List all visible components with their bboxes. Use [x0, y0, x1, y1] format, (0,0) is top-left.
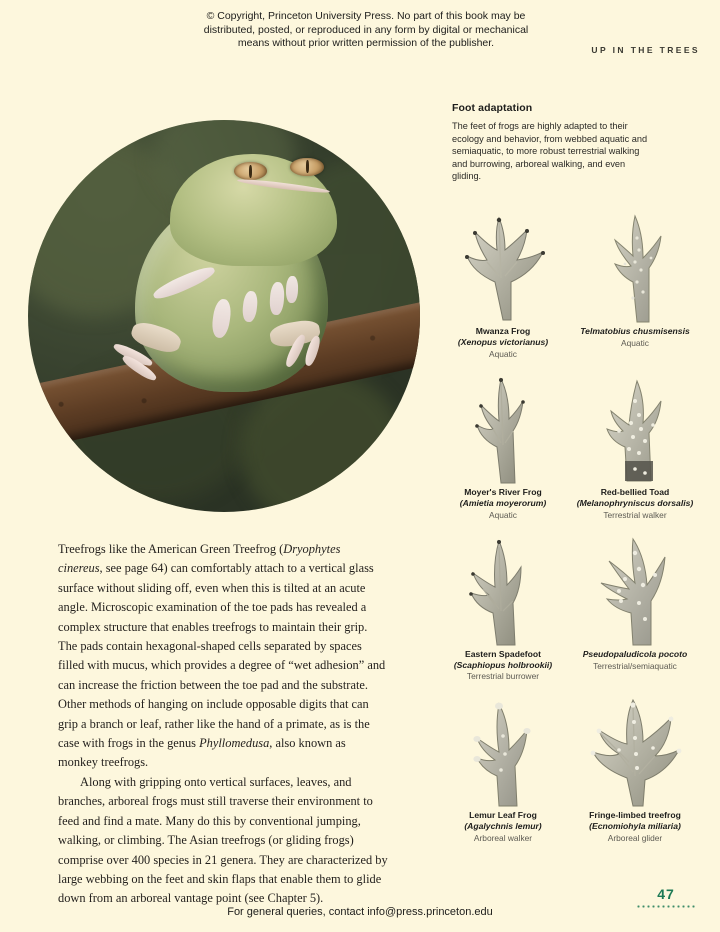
flank-marking — [210, 298, 233, 339]
foot-figure — [440, 535, 566, 682]
frog-eye-left — [234, 162, 267, 180]
foot-figure — [440, 373, 566, 520]
foot-figure — [572, 535, 698, 682]
foot-figure — [572, 696, 698, 843]
foot-caption — [583, 649, 688, 672]
ecology-label: Aquatic — [489, 509, 517, 520]
running-head: UP IN THE TREES — [591, 45, 700, 55]
foot-adaptation-sidebar — [452, 102, 648, 183]
scientific-name: (Scaphiopus holbrookii) — [453, 659, 553, 670]
para1-part-c: , also known as monkey treefrogs. — [58, 736, 346, 770]
common-name: Moyer's River Frog — [464, 487, 542, 498]
foot-caption — [454, 649, 552, 682]
foot-figure — [572, 212, 698, 359]
page-folio — [636, 886, 696, 908]
foot-caption — [460, 487, 546, 520]
page-number: 47 — [657, 886, 675, 902]
scientific-name: Telmatobius chusmisensis — [580, 326, 690, 336]
frog-photograph — [28, 140, 420, 492]
pupil — [306, 160, 309, 173]
foot-caption — [464, 810, 541, 843]
scientific-name: (Ecnomiohyla miliaria) — [589, 820, 681, 831]
flank-marking — [285, 276, 298, 304]
ecology-label: Arboreal glider — [607, 832, 663, 843]
common-name: Lemur Leaf Frog — [469, 810, 537, 821]
foot-illustration-grid — [440, 212, 698, 844]
scientific-name: (Melanophryniscus dorsalis) — [576, 498, 694, 509]
ecology-label: Aquatic — [621, 337, 649, 348]
ecology-label: Terrestrial/semiaquatic — [593, 660, 677, 671]
grasping-pad-foot-icon — [443, 696, 563, 808]
paragraph-two: Along with gripping onto vertical surfaces, leaves, and branches, arboreal frogs must still traverse their environment to feed and find a mate. Many do this by conventional jumping, walking, or climbing. The Asian treefrogs (or gliding frogs) comprise over 400 species in 21 genera. They are characterized by large webbing on the feet and skin flaps that enable them to glide down from an arboreal vantage point (see Chapter 5). — [58, 774, 388, 906]
spade-foot-icon — [443, 535, 563, 647]
flank-marking — [269, 281, 285, 315]
para1-part-a: Treefrogs like the American Green Treefrog ( — [58, 542, 284, 556]
species-name-italic: Dryophytes cinereus — [58, 542, 341, 576]
long-toed-foot-icon — [575, 535, 695, 647]
sidebar-text: The feet of frogs are highly adapted to their ecology and behavior, from webbed aquatic and semiaquatic, to more robust terrestrial walking and burrowing, arboreal walking, and even gliding. — [452, 121, 648, 182]
ecology-label: Aquatic — [489, 348, 517, 359]
flank-marking — [242, 291, 259, 323]
scientific-name: (Xenopus victorianus) — [457, 336, 549, 347]
warty-banded-foot-icon — [575, 373, 695, 485]
body-text — [58, 540, 388, 909]
copyright-notice: © Copyright, Princeton University Press. No part of this book may be distributed, posted, or reproduced in any form by digital or mechanical means without prior written permission of the publisher. — [203, 10, 529, 49]
foot-caption — [580, 326, 690, 349]
narrow-webbed-foot-icon — [443, 373, 563, 485]
sidebar-heading: Foot adaptation — [452, 102, 533, 114]
common-name: Red-bellied Toad — [600, 487, 670, 498]
foot-caption — [458, 326, 548, 359]
ecology-label: Terrestrial walker — [603, 509, 667, 520]
frog-eye-right — [290, 158, 323, 176]
photo-circle-mask — [28, 120, 420, 512]
ecology-label: Terrestrial burrower — [466, 671, 540, 682]
foot-caption — [577, 487, 694, 520]
foot-caption — [589, 810, 681, 843]
treefrog — [122, 159, 342, 402]
scientific-name: Pseudopaludicola pocoto — [582, 648, 688, 659]
foot-figure — [440, 696, 566, 843]
common-name: Fringe-limbed treefrog — [589, 810, 681, 821]
scientific-name: (Amietia moyerorum) — [459, 498, 547, 509]
para1-part-b: , see page 64) can comfortably attach to a vertical glass surface without sliding off, even when this is tilted at an acute angle. Microscopic examination of the toe pads has revealed a complex structure that enables treefrogs to maintain their grip. The pads contain hexagonal-shaped cells separated by spaces filled with mucus, which provides a degree of “wet adhesion” and can increase the friction between the toe pad and the substrate. Other methods of hanging on include opposable digits that can grip a branch or leaf, rather like the hand of a primate, as is the case with frogs in the genus — [58, 561, 386, 751]
mouth-line — [237, 178, 330, 195]
paragraph-one — [58, 540, 388, 773]
common-name: Eastern Spadefoot — [465, 648, 541, 659]
foot-figure — [572, 373, 698, 520]
common-name: Mwanza Frog — [475, 326, 531, 336]
slender-speckled-foot-icon — [575, 212, 695, 324]
foot-figure — [440, 212, 566, 359]
frog-head — [170, 154, 337, 266]
flank-marking — [151, 263, 217, 302]
pupil — [249, 165, 252, 178]
webbed-fan-foot-icon — [443, 212, 563, 324]
scientific-name: (Agalychnis lemur) — [464, 820, 542, 831]
genus-name-italic: Phyllomedusa — [199, 736, 270, 751]
page-bottom-edge — [0, 926, 720, 932]
footer-queries-note: For general queries, contact info@press.princeton.edu — [227, 906, 493, 918]
ecology-label: Arboreal walker — [473, 832, 533, 843]
fringed-glider-foot-icon — [575, 696, 695, 808]
